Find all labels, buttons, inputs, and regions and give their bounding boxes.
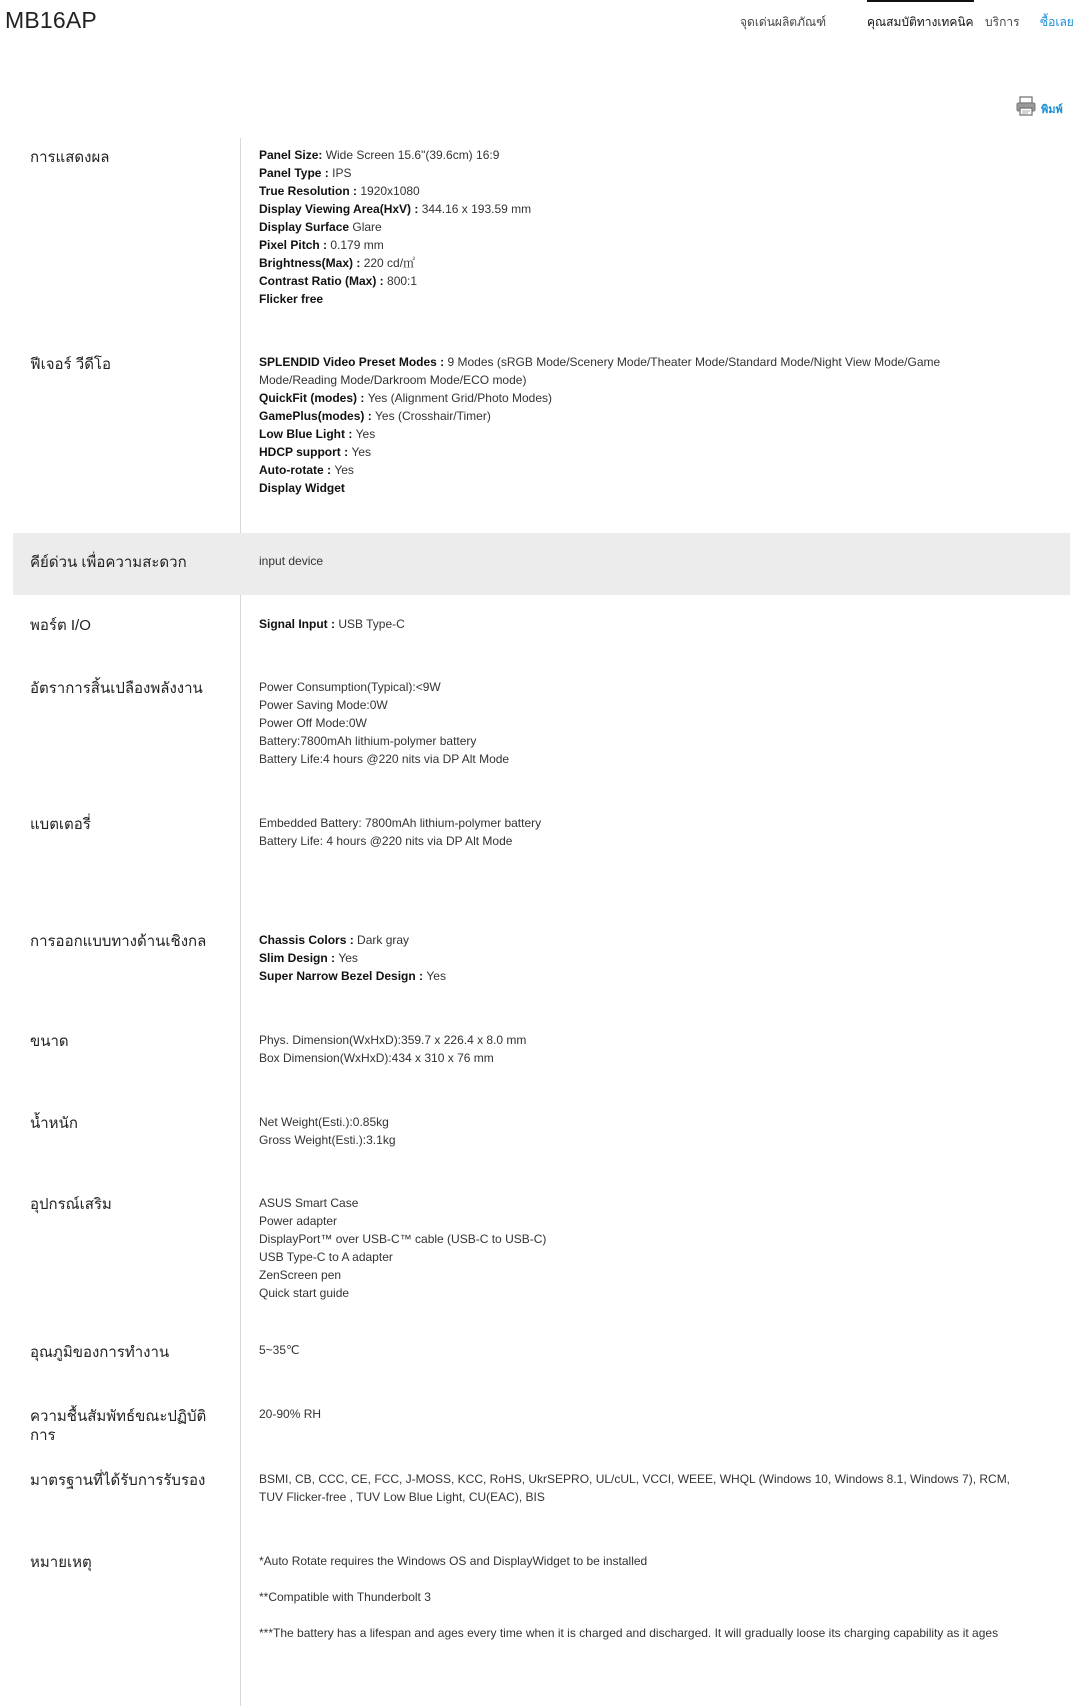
spec-line: Display Surface Glare	[259, 220, 382, 234]
spec-row-operating-temperature	[13, 1335, 1070, 1385]
spec-line: Battery Life: 4 hours @220 nits via DP Alt Mode	[259, 834, 513, 848]
spec-row-hotkeys	[13, 533, 1070, 595]
spec-label: ขนาด	[30, 1033, 69, 1050]
spec-line: Power adapter	[259, 1214, 338, 1228]
product-model-title: MB16AP	[5, 7, 97, 33]
spec-line: DisplayPort™ over USB-C™ cable (USB-C to USB-C)	[259, 1232, 547, 1246]
spec-line: Pixel Pitch : 0.179 mm	[259, 238, 384, 252]
spec-value	[259, 1113, 1019, 1149]
spec-line: Embedded Battery: 7800mAh lithium-polymer battery	[259, 816, 542, 830]
spec-line: Quick start guide	[259, 1286, 350, 1300]
spec-label: น้ำหนัก	[30, 1115, 78, 1132]
spec-line: QuickFit (modes) : Yes (Alignment Grid/Photo Modes)	[259, 391, 552, 405]
spec-line: Power Consumption(Typical):<9W	[259, 680, 441, 694]
spec-value	[259, 1470, 1019, 1506]
spec-line: HDCP support : Yes	[259, 445, 372, 459]
spec-label: อัตราการสิ้นเปลืองพลังงาน	[30, 680, 203, 697]
spec-value	[259, 552, 1019, 570]
spec-label: มาตรฐานที่ได้รับการรับรอง	[30, 1472, 206, 1489]
spec-line: *Auto Rotate requires the Windows OS and DisplayWidget to be installed	[259, 1554, 648, 1568]
spec-row-certifications	[13, 1463, 1070, 1528]
spec-line: BSMI, CB, CCC, CE, FCC, J-MOSS, KCC, RoHS, UkrSEPRO, UL/cUL, VCCI, WEEE, WHQL (Windows 10, Windows 8.1, Windows 7), RCM, TUV Flicker-free , TUV Low Blue Light, CU(EAC), BIS	[259, 1472, 1011, 1504]
spec-label: พอร์ต I/O	[30, 617, 91, 634]
spec-line: Gross Weight(Esti.):3.1kg	[259, 1133, 396, 1147]
spec-line: Power Saving Mode:0W	[259, 698, 388, 712]
spec-value	[259, 678, 1019, 768]
spec-line: **Compatible with Thunderbolt 3	[259, 1590, 431, 1604]
spec-label: อุปกรณ์เสริม	[30, 1196, 112, 1213]
spec-line: Phys. Dimension(WxHxD):359.7 x 226.4 x 8.0 mm	[259, 1033, 527, 1047]
spec-line: GamePlus(modes) : Yes (Crosshair/Timer)	[259, 409, 491, 423]
spec-value	[259, 931, 1019, 985]
spec-label: การออกแบบทางด้านเชิงกล	[30, 933, 207, 950]
spec-value	[259, 1031, 1019, 1067]
spec-row-dimensions	[13, 1024, 1070, 1089]
spec-table	[13, 138, 1070, 1706]
spec-line: Power Off Mode:0W	[259, 716, 367, 730]
spec-value	[259, 1341, 1019, 1359]
spec-row-weight	[13, 1106, 1070, 1171]
spec-value	[259, 615, 1019, 633]
print-label: พิมพ์	[1041, 104, 1063, 116]
spec-label: ความชื้นสัมพัทธ์ขณะปฏิบัติการ	[30, 1408, 207, 1444]
spec-line: Battery Life:4 hours @220 nits via DP Alt Mode	[259, 752, 510, 766]
spec-line: ASUS Smart Case	[259, 1196, 359, 1210]
spec-row-accessories	[13, 1187, 1070, 1317]
spec-line: Contrast Ratio (Max) : 800:1	[259, 274, 418, 288]
spec-label: แบตเตอรี่	[30, 816, 91, 833]
spec-line: Panel Type : IPS	[259, 166, 352, 180]
spec-line: Display Widget	[259, 481, 345, 495]
top-bar	[0, 0, 1080, 48]
spec-line: 5~35℃	[259, 1343, 300, 1357]
spec-line: Flicker free	[259, 292, 324, 306]
spec-line: ZenScreen pen	[259, 1268, 342, 1282]
spec-line: USB Type-C to A adapter	[259, 1250, 393, 1264]
spec-label: อุณภูมิของการทำงาน	[30, 1344, 170, 1361]
spec-line: Slim Design : Yes	[259, 951, 358, 965]
spec-row-io-ports	[13, 606, 1070, 656]
spec-line: Brightness(Max) : 220 cd/㎡	[259, 256, 416, 270]
spec-label: หมายเหตุ	[30, 1554, 92, 1571]
spec-line: 20-90% RH	[259, 1407, 322, 1421]
spec-line: Low Blue Light : Yes	[259, 427, 376, 441]
spec-line: True Resolution : 1920x1080	[259, 184, 420, 198]
spec-label: ฟีเจอร์ วีดีโอ	[30, 356, 111, 373]
spec-row-power-consumption	[13, 669, 1070, 779]
spec-line: Chassis Colors : Dark gray	[259, 933, 410, 947]
spec-line: Auto-rotate : Yes	[259, 463, 354, 477]
spec-value	[259, 1405, 1019, 1423]
spec-line: SPLENDID Video Preset Modes : 9 Modes (sRGB Mode/Scenery Mode/Theater Mode/Standard Mode/Night View Mode/Game Mode/Reading Mode/Darkroom Mode/ECO mode)	[259, 355, 941, 387]
spec-line: Signal Input : USB Type-C	[259, 617, 405, 631]
spec-line: Panel Size: Wide Screen 15.6"(39.6cm) 16:9	[259, 148, 500, 162]
nav-tab-highlights[interactable]: จุดเด่นผลิตภัณฑ์	[740, 15, 827, 29]
spec-value	[259, 146, 1019, 308]
spec-value	[259, 353, 1019, 497]
spec-row-operating-humidity	[13, 1399, 1070, 1454]
spec-row-battery	[13, 805, 1070, 905]
spec-row-display	[13, 138, 1070, 328]
spec-value	[259, 814, 1019, 850]
spec-label: การแสดงผล	[30, 149, 110, 166]
spec-line: Battery:7800mAh lithium-polymer battery	[259, 734, 477, 748]
spec-row-video-features	[13, 345, 1070, 510]
spec-line: ***The battery has a lifespan and ages every time when it is charged and discharged. It will gradually loose its charging capability as it ages	[259, 1626, 999, 1640]
spec-label: คีย์ด่วน เพื่อความสะดวก	[30, 554, 187, 571]
spec-line: Net Weight(Esti.):0.85kg	[259, 1115, 389, 1129]
nav-tab-tech-specs[interactable]: คุณสมบัติทางเทคนิค	[867, 13, 974, 32]
spec-row-mechanical-design	[13, 922, 1070, 1002]
spec-line: Display Viewing Area(HxV) : 344.16 x 193.59 mm	[259, 202, 532, 216]
spec-value	[259, 1194, 1019, 1302]
spec-line: input device	[259, 554, 324, 568]
spec-line: Super Narrow Bezel Design : Yes	[259, 969, 446, 983]
spec-value	[259, 1552, 1019, 1642]
printer-icon	[1015, 95, 1037, 117]
spec-row-notes	[13, 1543, 1070, 1683]
nav-tab-buy-now[interactable]: ซื้อเลย	[1040, 15, 1074, 29]
nav-tab-support[interactable]: บริการ	[985, 15, 1020, 29]
spec-line: Box Dimension(WxHxD):434 x 310 x 76 mm	[259, 1051, 494, 1065]
